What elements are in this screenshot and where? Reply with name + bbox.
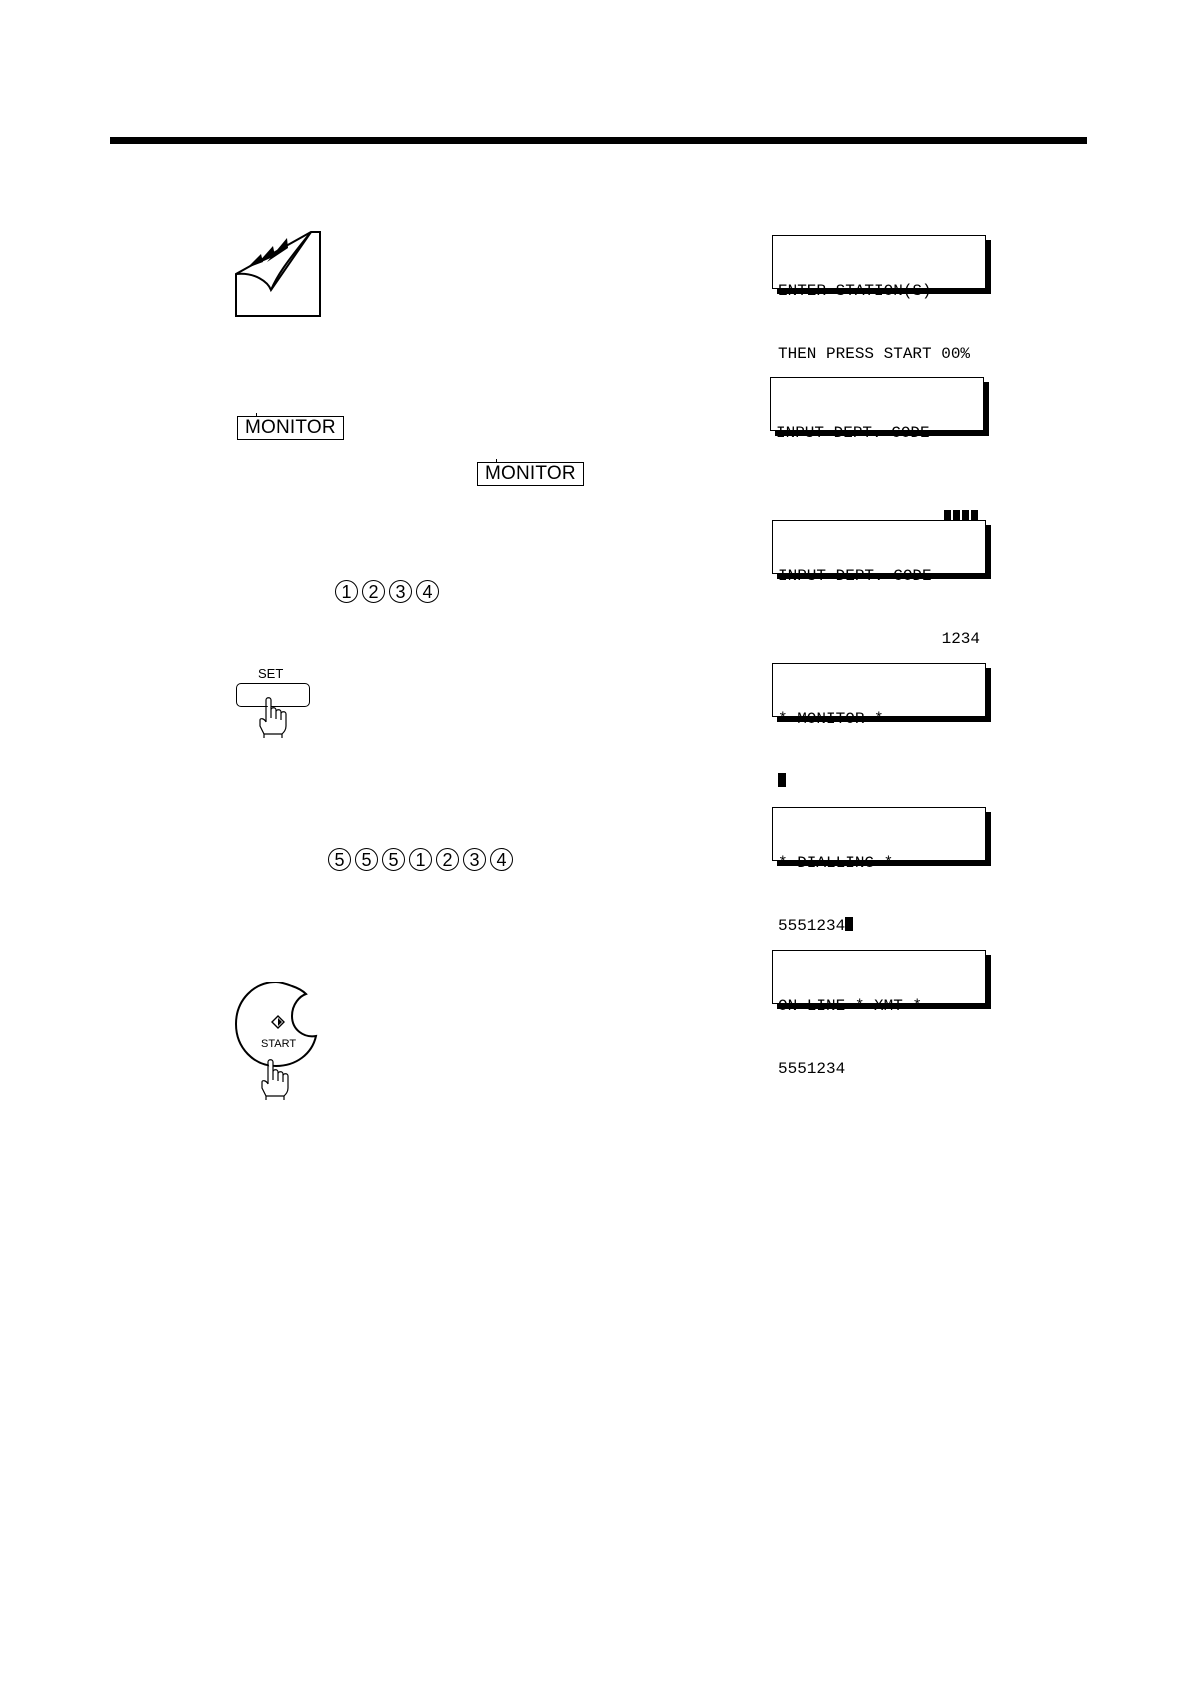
set-key-group — [236, 666, 312, 738]
digit-key[interactable]: 4 — [416, 580, 439, 603]
monitor-key[interactable]: MONITOR — [237, 416, 344, 440]
phone-number-digits — [328, 848, 513, 871]
lcd-line: ENTER STATION(S) — [778, 282, 932, 300]
lcd-line: 1234 — [941, 630, 980, 648]
lcd-line: INPUT DEPT. CODE — [776, 424, 930, 442]
pressing-hand-icon — [258, 1058, 298, 1100]
start-key-label: START — [261, 1038, 297, 1050]
lcd-display-dialling — [772, 807, 986, 935]
lcd-display-dept-code-prompt — [770, 377, 984, 442]
lcd-line: * DIALLING * — [778, 854, 894, 872]
digit-key[interactable]: 1 — [335, 580, 358, 603]
lcd-cursor — [845, 917, 853, 931]
lcd-cursor — [778, 773, 786, 787]
lcd-line — [778, 916, 980, 937]
lcd-display-dept-code-entered — [772, 520, 986, 648]
monitor-key-inline[interactable]: MONITOR — [477, 462, 584, 486]
digit-key[interactable]: 5 — [382, 848, 405, 871]
pressing-hand-icon — [256, 696, 296, 738]
lcd-line: * MONITOR * — [778, 710, 884, 728]
start-key-group — [234, 982, 326, 1100]
lcd-line — [778, 772, 980, 793]
dept-code-digits — [335, 580, 439, 603]
digit-key[interactable]: 5 — [328, 848, 351, 871]
document-feed-icon — [233, 230, 325, 320]
lcd-display-online — [772, 950, 986, 1078]
header-rule — [110, 137, 1087, 144]
digit-key[interactable]: 2 — [362, 580, 385, 603]
digit-key[interactable]: 2 — [436, 848, 459, 871]
lcd-line: 5551234 — [778, 1060, 846, 1078]
lcd-line: INPUT DEPT. CODE — [778, 567, 932, 585]
digit-key[interactable]: 1 — [409, 848, 432, 871]
lcd-display-monitor — [772, 663, 986, 728]
set-key-label: SET — [258, 666, 284, 681]
lcd-line — [776, 486, 978, 507]
digit-key[interactable]: 5 — [355, 848, 378, 871]
start-button[interactable] — [234, 982, 326, 1070]
lcd-line: ON LINE * XMT * — [778, 997, 923, 1015]
lcd-display-enter-station — [772, 235, 986, 363]
digit-key[interactable]: 3 — [389, 580, 412, 603]
lcd-line: THEN PRESS START 00% — [778, 345, 971, 363]
dialled-number: 5551234 — [778, 917, 846, 935]
digit-key[interactable]: 3 — [463, 848, 486, 871]
digit-key[interactable]: 4 — [490, 848, 513, 871]
